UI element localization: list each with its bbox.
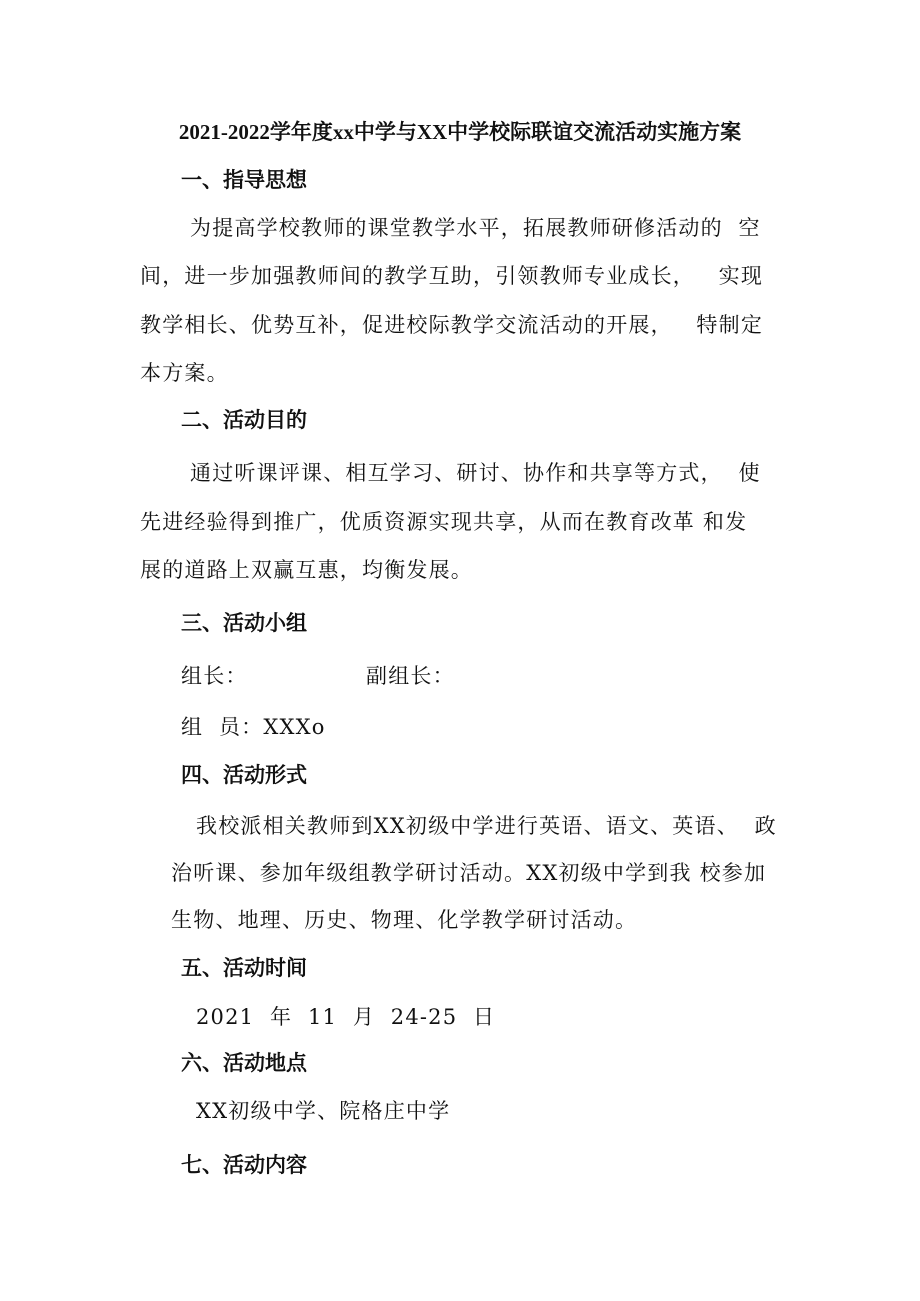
members-line: 组 员：XXXo (181, 715, 326, 739)
paragraph-line: 为提高学校教师的课堂教学水平，拓展教师研修活动的 空 (190, 216, 761, 240)
paragraph-line: 本方案。 (140, 361, 229, 385)
paragraph-line: 间，进一步加强教师间的教学互助，引领教师专业成长， 实现 (140, 264, 764, 288)
paragraph-line: 治听课、参加年级组教学研讨活动。XX初级中学到我 校参加 (171, 861, 767, 885)
paragraph-line: 生物、地理、历史、物理、化学教学研讨活动。 (171, 908, 638, 932)
section-heading-activity-purpose: 二、活动目的 (181, 408, 307, 432)
document-title: 2021-2022学年度xx中学与XX中学校际联谊交流活动实施方案 (178, 120, 742, 144)
paragraph-line: 先进经验得到推广，优质资源实现共享，从而在教育改革 和发 (140, 510, 748, 534)
paragraph-line: 教学相长、优势互补，促进校际教学交流活动的开展， 特制定 (140, 313, 764, 337)
activity-time-value: 2021 年 11 月 24-25 日 (196, 1005, 496, 1029)
section-heading-activity-form: 四、活动形式 (181, 763, 307, 787)
paragraph-line: 展的道路上双赢互惠，均衡发展。 (140, 558, 473, 582)
section-heading-activity-content: 七、活动内容 (181, 1153, 307, 1177)
section-heading-activity-time: 五、活动时间 (181, 956, 307, 980)
section-heading-activity-location: 六、活动地点 (181, 1051, 307, 1075)
paragraph-line: 通过听课评课、相互学习、研讨、协作和共享等方式， 使 (190, 461, 761, 485)
section-heading-activity-group: 三、活动小组 (181, 611, 307, 635)
paragraph-line: 我校派相关教师到XX初级中学进行英语、语文、英语、 政 (196, 814, 777, 838)
leader-label: 组长： (181, 664, 248, 688)
vice-leader-label: 副组长： (366, 664, 455, 688)
section-heading-guiding-ideology: 一、指导思想 (181, 168, 307, 192)
activity-location-value: XX初级中学、院格庄中学 (196, 1099, 451, 1123)
